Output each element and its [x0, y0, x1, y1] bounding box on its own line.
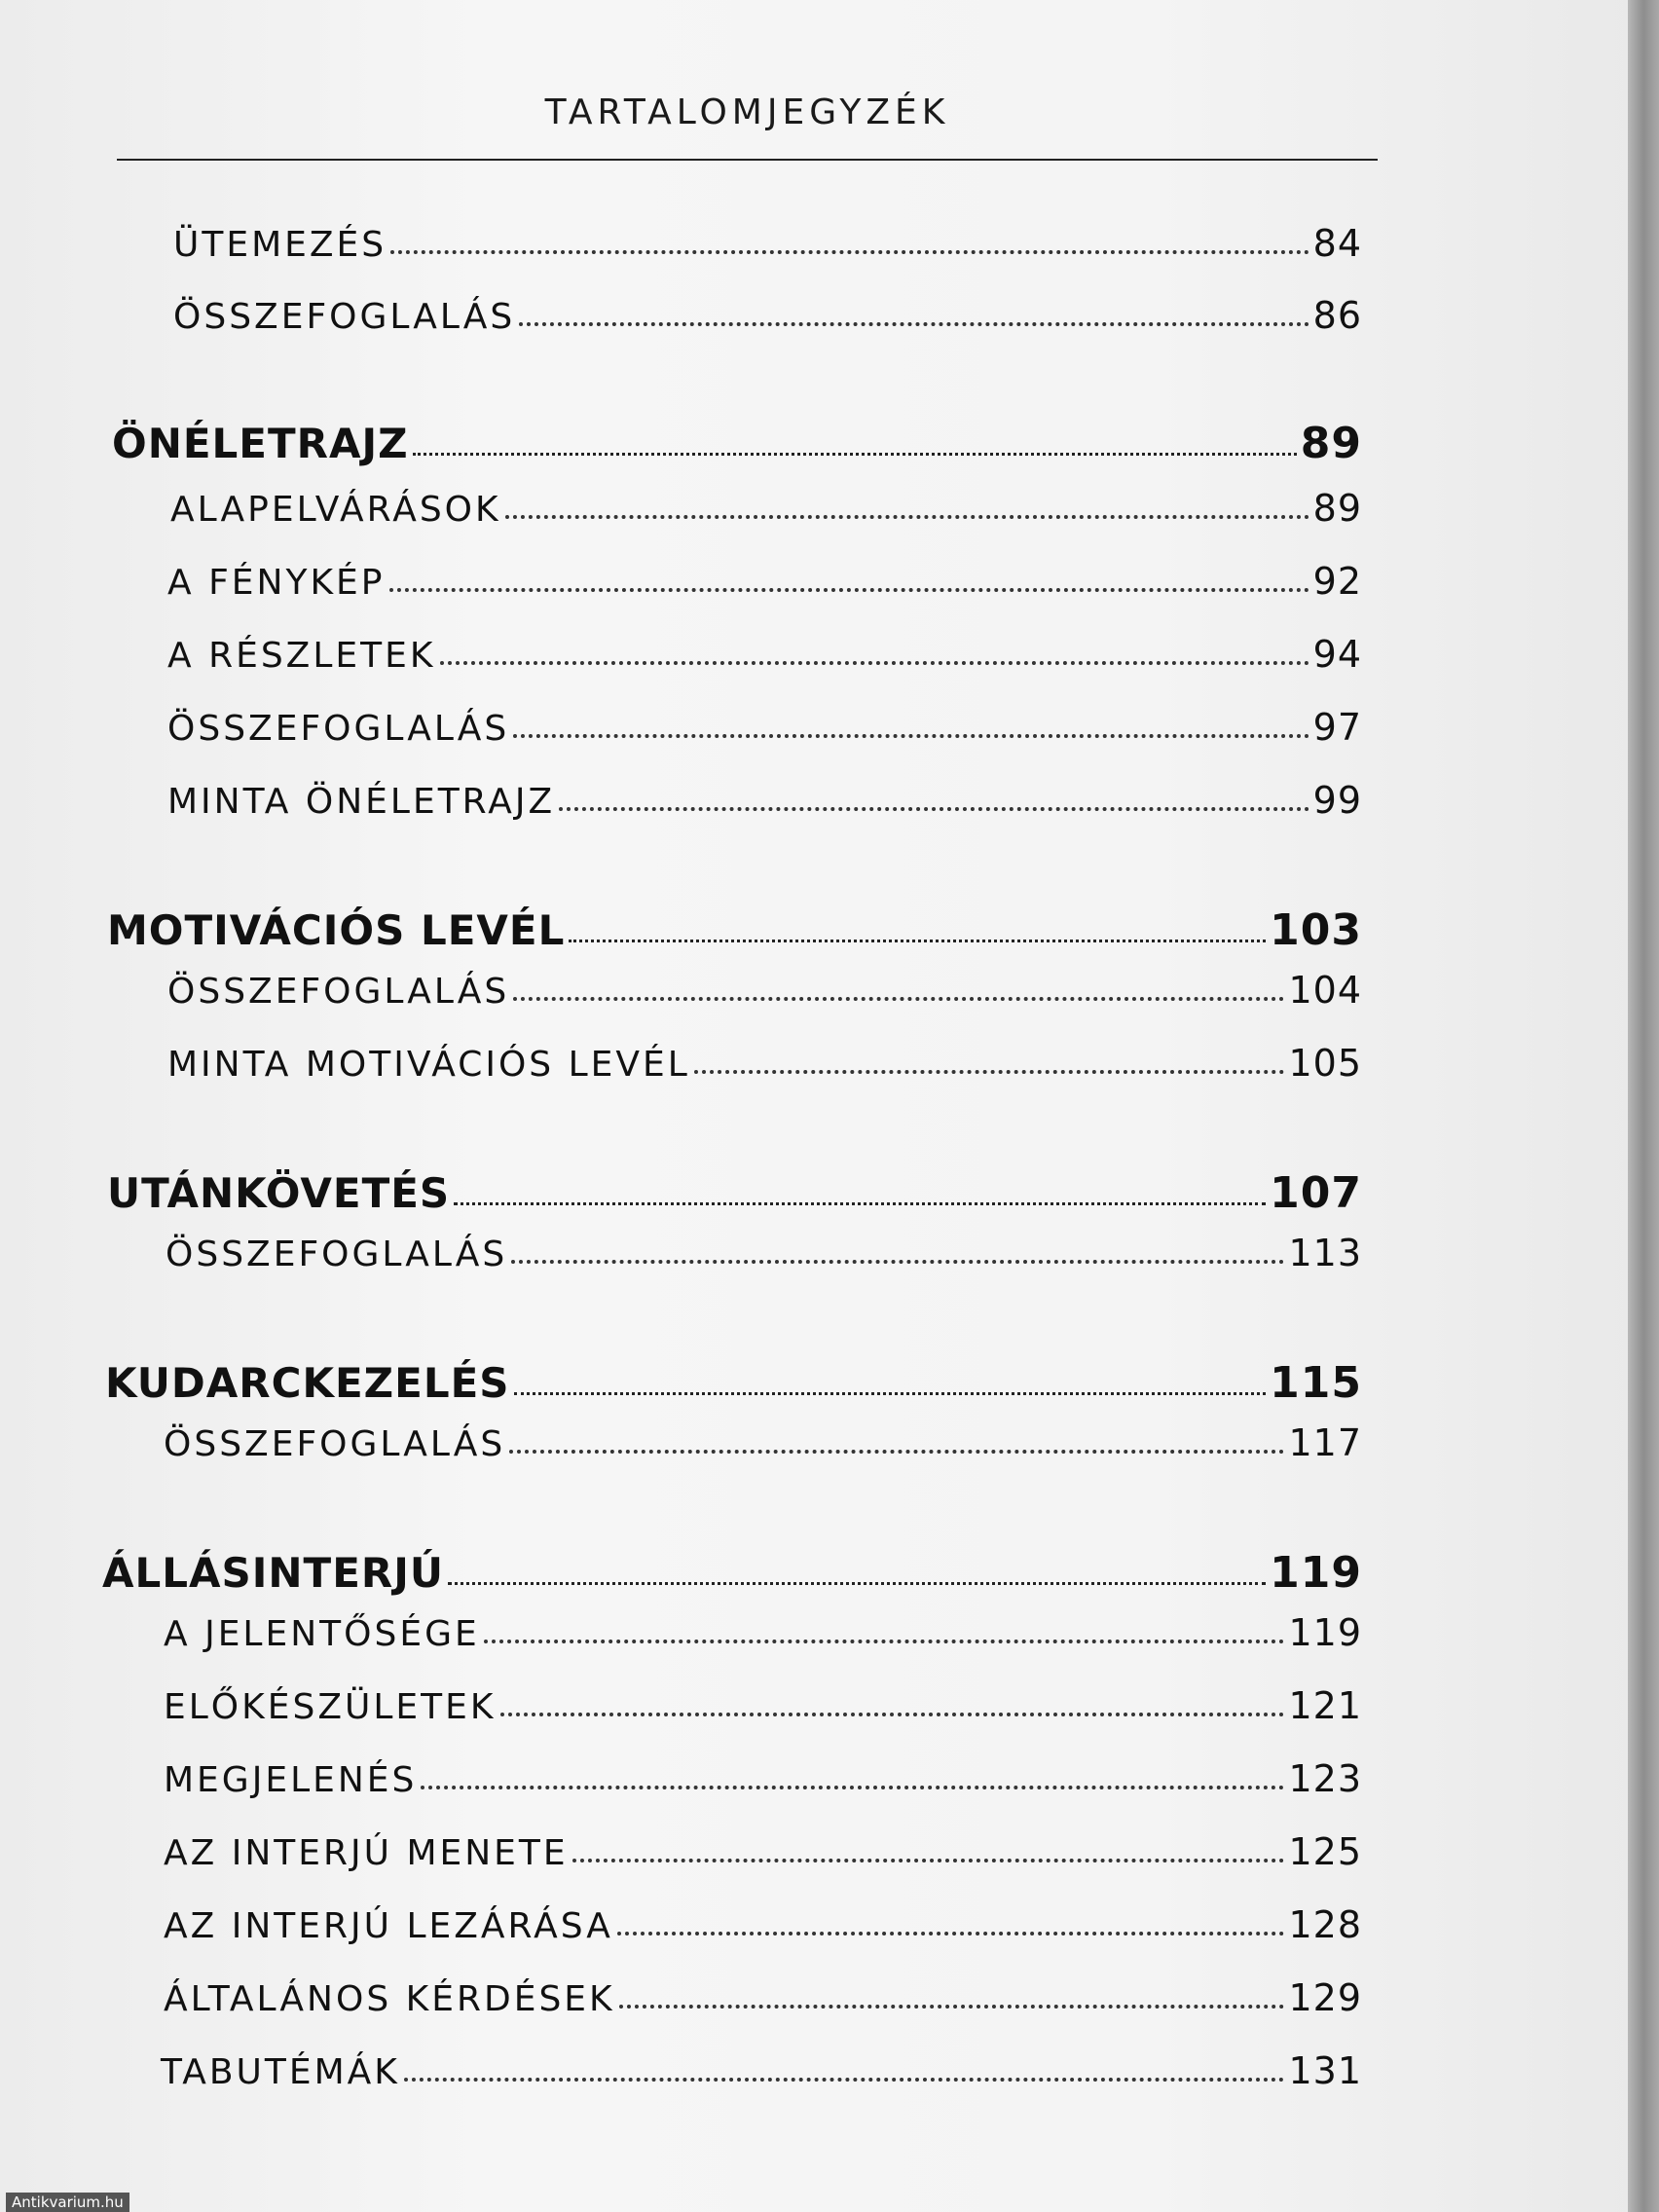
toc-entry-page-number: 117: [1288, 1421, 1362, 1464]
toc-entry-label: ÖSSZEFOGLALÁS: [164, 1424, 506, 1464]
dot-leader: [484, 1636, 1285, 1643]
toc-section-entry: [164, 1421, 1362, 1476]
toc-entry-label: ELŐKÉSZÜLETEK: [164, 1687, 497, 1727]
toc-section-entry: [164, 1903, 1362, 1958]
toc-entry-label: MOTIVÁCIÓS LEVÉL: [107, 906, 566, 954]
toc-entry-page-number: 89: [1300, 419, 1362, 468]
dot-leader: [514, 1388, 1267, 1395]
toc-entry-page-number: 121: [1288, 1684, 1362, 1727]
dot-leader: [505, 511, 1309, 519]
toc-entry-page-number: 104: [1288, 969, 1362, 1012]
toc-entry-page-number: 103: [1270, 905, 1362, 955]
toc-entry-label: TABUTÉMÁK: [161, 2052, 400, 2092]
toc-entry-page-number: 94: [1312, 633, 1362, 676]
toc-entry-page-number: 115: [1270, 1358, 1362, 1408]
toc-chapter-entry: [112, 419, 1362, 473]
toc-section-entry: [164, 1611, 1362, 1666]
toc-section-entry: [164, 1757, 1362, 1812]
toc-section-entry: [173, 222, 1362, 276]
toc-entry-page-number: 119: [1270, 1548, 1362, 1598]
toc-entry-page-number: 89: [1312, 487, 1362, 530]
toc-entry-label: AZ INTERJÚ MENETE: [164, 1833, 569, 1873]
toc-entry-page-number: 86: [1312, 294, 1362, 337]
dot-leader: [572, 1855, 1285, 1862]
dot-leader: [569, 936, 1266, 942]
toc-entry-label: ÖSSZEFOGLALÁS: [173, 297, 516, 337]
toc-entry-page-number: 107: [1270, 1168, 1362, 1218]
toc-section-entry: [173, 294, 1362, 349]
toc-section-entry: [161, 2049, 1362, 2104]
toc-entry-page-number: 125: [1288, 1830, 1362, 1873]
toc-section-entry: [164, 1976, 1362, 2031]
toc-entry-label: ÖNÉLETRAJZ: [112, 420, 409, 467]
toc-chapter-entry: [105, 1358, 1362, 1413]
dot-leader: [559, 803, 1309, 811]
page-header-title: TARTALOMJEGYZÉK: [544, 92, 950, 132]
toc-entry-page-number: 99: [1312, 779, 1362, 822]
toc-section-entry: [170, 487, 1362, 541]
toc-chapter-entry: [107, 905, 1362, 960]
toc-section-entry: [164, 1830, 1362, 1885]
toc-entry-page-number: 84: [1312, 222, 1362, 265]
toc-entry-page-number: 128: [1288, 1903, 1362, 1946]
dot-leader: [404, 2074, 1285, 2082]
dot-leader: [519, 318, 1309, 326]
dot-leader: [413, 449, 1297, 456]
toc-entry-label: A JELENTŐSÉGE: [164, 1614, 480, 1654]
toc-entry-page-number: 105: [1288, 1042, 1362, 1085]
toc-section-entry: [166, 1232, 1362, 1286]
dot-leader: [513, 730, 1309, 738]
toc-section-entry: [167, 969, 1362, 1023]
dot-leader: [389, 584, 1309, 592]
toc-entry-label: MINTA ÖNÉLETRAJZ: [167, 782, 556, 822]
toc-section-entry: [167, 633, 1362, 687]
toc-entry-label: A RÉSZLETEK: [167, 636, 436, 676]
toc-section-entry: [167, 779, 1362, 833]
dot-leader: [617, 1928, 1285, 1936]
toc-entry-label: ÖSSZEFOGLALÁS: [167, 972, 510, 1012]
dot-leader: [694, 1066, 1285, 1074]
toc-entry-page-number: 97: [1312, 706, 1362, 749]
toc-entry-label: UTÁNKÖVETÉS: [107, 1169, 451, 1217]
toc-entry-page-number: 123: [1288, 1757, 1362, 1800]
toc-entry-page-number: 129: [1288, 1976, 1362, 2019]
toc-entry-page-number: 113: [1288, 1232, 1362, 1274]
dot-leader: [421, 1782, 1284, 1789]
toc-entry-page-number: 119: [1288, 1611, 1362, 1654]
dot-leader: [440, 657, 1309, 665]
toc-entry-label: A FÉNYKÉP: [167, 563, 386, 603]
toc-entry-label: ÖSSZEFOGLALÁS: [167, 709, 510, 749]
dot-leader: [448, 1578, 1266, 1585]
dot-leader: [390, 246, 1309, 254]
toc-entry-label: ALAPELVÁRÁSOK: [170, 490, 501, 530]
watermark: Antikvarium.hu: [6, 2193, 129, 2212]
toc-chapter-entry: [107, 1168, 1362, 1223]
dot-leader: [513, 993, 1284, 1001]
toc-section-entry: [164, 1684, 1362, 1739]
toc-section-entry: [167, 1042, 1362, 1096]
toc-chapter-entry: [102, 1548, 1362, 1603]
dot-leader: [619, 2001, 1285, 2009]
dot-leader: [509, 1446, 1284, 1454]
toc-entry-label: ÜTEMEZÉS: [173, 225, 387, 265]
toc-section-entry: [167, 560, 1362, 614]
dot-leader: [511, 1256, 1284, 1264]
dot-leader: [454, 1198, 1266, 1205]
dot-leader: [500, 1709, 1285, 1716]
toc-entry-label: ÁLLÁSINTERJÚ: [102, 1549, 444, 1597]
toc-entry-page-number: 92: [1312, 560, 1362, 603]
toc-entry-label: ÖSSZEFOGLALÁS: [166, 1235, 508, 1274]
toc-entry-label: ÁLTALÁNOS KÉRDÉSEK: [164, 1979, 615, 2019]
toc-entry-label: MINTA MOTIVÁCIÓS LEVÉL: [167, 1045, 690, 1085]
toc-entry-label: KUDARCKEZELÉS: [105, 1359, 510, 1407]
toc-section-entry: [167, 706, 1362, 760]
toc-entry-label: MEGJELENÉS: [164, 1760, 418, 1800]
toc-entry-page-number: 131: [1288, 2049, 1362, 2092]
toc-entry-label: AZ INTERJÚ LEZÁRÁSA: [164, 1906, 613, 1946]
